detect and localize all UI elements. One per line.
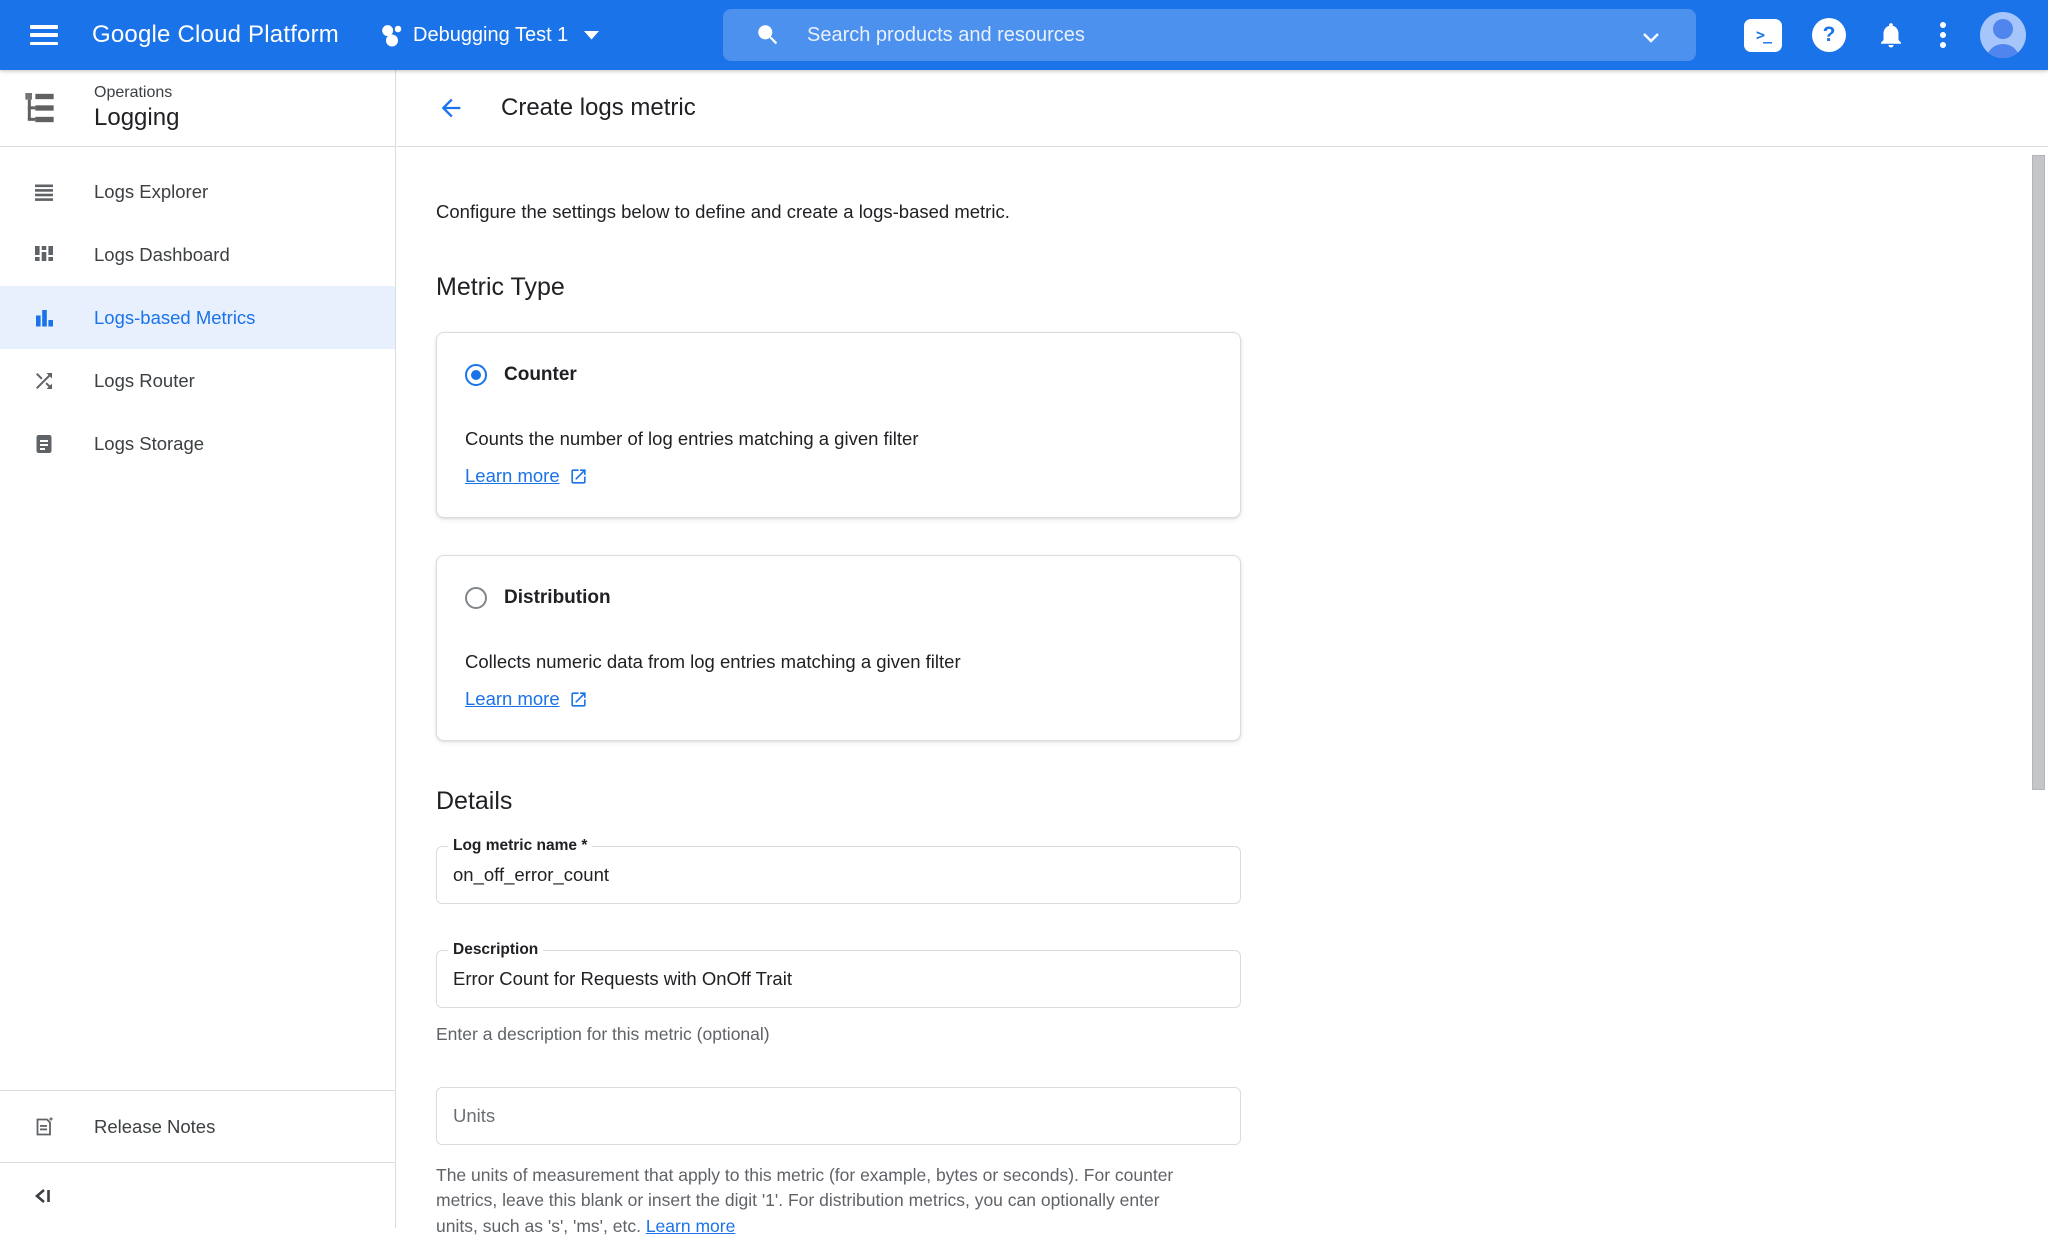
vertical-scrollbar[interactable] (2032, 155, 2045, 790)
sidebar-item-release-notes[interactable] (0, 1090, 395, 1162)
units-input[interactable] (437, 1088, 1240, 1144)
distribution-radio-row[interactable] (465, 587, 1212, 609)
sidebar-item-logs-based-metrics[interactable] (0, 286, 395, 349)
menu-icon[interactable] (30, 25, 58, 45)
intro-text: Configure the settings below to define and create a logs-based metric. (436, 201, 2048, 223)
top-app-bar (0, 0, 2048, 70)
gcp-logo[interactable]: Google Cloud Platform (92, 21, 339, 49)
search-icon (755, 22, 781, 48)
units-field (436, 1087, 1241, 1145)
sidebar-eyebrow: Operations (94, 84, 179, 102)
description-label: Description (448, 941, 543, 959)
log-metric-name-input[interactable] (437, 847, 1240, 903)
sidebar-item-logs-storage[interactable] (0, 412, 395, 475)
counter-learn-more-link[interactable]: Learn more (465, 465, 588, 487)
sidebar-item-logs-router[interactable] (0, 349, 395, 412)
counter-radio[interactable] (465, 364, 487, 386)
topbar-actions (1744, 0, 2026, 70)
collapse-sidebar-button[interactable] (0, 1162, 395, 1228)
project-name: Debugging Test 1 (413, 24, 568, 47)
logs-explorer-icon (32, 180, 56, 204)
help-icon[interactable]: ? (1812, 18, 1846, 52)
logs-dashboard-icon (32, 243, 56, 267)
log-metric-name-field (436, 846, 1241, 904)
sidebar-item-label: Logs Dashboard (94, 244, 230, 266)
details-heading: Details (436, 787, 2048, 816)
description-helper-text: Enter a description for this metric (optional) (436, 1024, 2048, 1045)
logging-product-icon (22, 88, 62, 128)
description-field (436, 950, 1241, 1008)
sidebar-nav (0, 147, 395, 475)
distribution-learn-more-link[interactable]: Learn more (465, 688, 588, 710)
form-content (397, 201, 2048, 1239)
arrow-back-icon (437, 94, 465, 122)
page-header (397, 70, 2048, 147)
logs-router-icon (32, 369, 56, 393)
sidebar-item-label: Logs Router (94, 370, 195, 392)
description-input[interactable] (437, 951, 1240, 1007)
project-selector[interactable] (381, 23, 599, 47)
logs-storage-icon (32, 432, 56, 456)
counter-option-card (436, 332, 1241, 518)
collapse-icon (32, 1186, 54, 1206)
sidebar-item-label: Logs-based Metrics (94, 307, 255, 329)
units-learn-more-link[interactable]: Learn more (646, 1216, 736, 1236)
units-helper-text: The units of measurement that apply to this metric (for example, bytes or seconds). For counter metrics, leave this blank or insert the digit '1'. For distribution metrics, you can optionally enter units, such as 's', 'ms', etc. Learn more (436, 1163, 1184, 1239)
sidebar-title: Logging (94, 104, 179, 132)
page-title: Create logs metric (501, 94, 696, 122)
release-notes-icon (32, 1115, 56, 1139)
project-dots-icon (381, 23, 403, 47)
sidebar-item-logs-explorer[interactable] (0, 160, 395, 223)
chevron-down-icon (584, 31, 599, 40)
sidebar-item-label: Logs Explorer (94, 181, 208, 203)
counter-radio-label: Counter (504, 364, 577, 386)
main-content (397, 70, 2048, 1228)
distribution-radio[interactable] (465, 587, 487, 609)
distribution-option-card (436, 555, 1241, 741)
notifications-bell-icon[interactable] (1876, 20, 1906, 50)
more-options-icon[interactable] (1936, 18, 1950, 52)
sidebar-item-logs-dashboard[interactable] (0, 223, 395, 286)
sidebar-footer (0, 1090, 395, 1228)
metric-type-heading: Metric Type (436, 273, 2048, 302)
sidebar (0, 70, 396, 1228)
search-expand-icon[interactable] (1642, 30, 1660, 48)
distribution-description: Collects numeric data from log entries matching a given filter (465, 651, 1212, 673)
sidebar-item-label: Release Notes (94, 1116, 215, 1138)
external-link-icon (569, 467, 588, 486)
search-placeholder: Search products and resources (807, 24, 1085, 47)
external-link-icon (569, 690, 588, 709)
log-metric-name-label: Log metric name * (448, 837, 592, 855)
logs-based-metrics-icon (32, 306, 56, 330)
back-button[interactable] (437, 94, 465, 122)
sidebar-header (0, 70, 395, 147)
distribution-radio-label: Distribution (504, 587, 611, 609)
cloud-shell-icon[interactable]: >_ (1744, 19, 1782, 52)
sidebar-item-label: Logs Storage (94, 433, 204, 455)
counter-description: Counts the number of log entries matching a given filter (465, 428, 1212, 450)
search-input[interactable] (723, 9, 1696, 61)
counter-radio-row[interactable] (465, 364, 1212, 386)
account-avatar[interactable] (1980, 12, 2026, 58)
